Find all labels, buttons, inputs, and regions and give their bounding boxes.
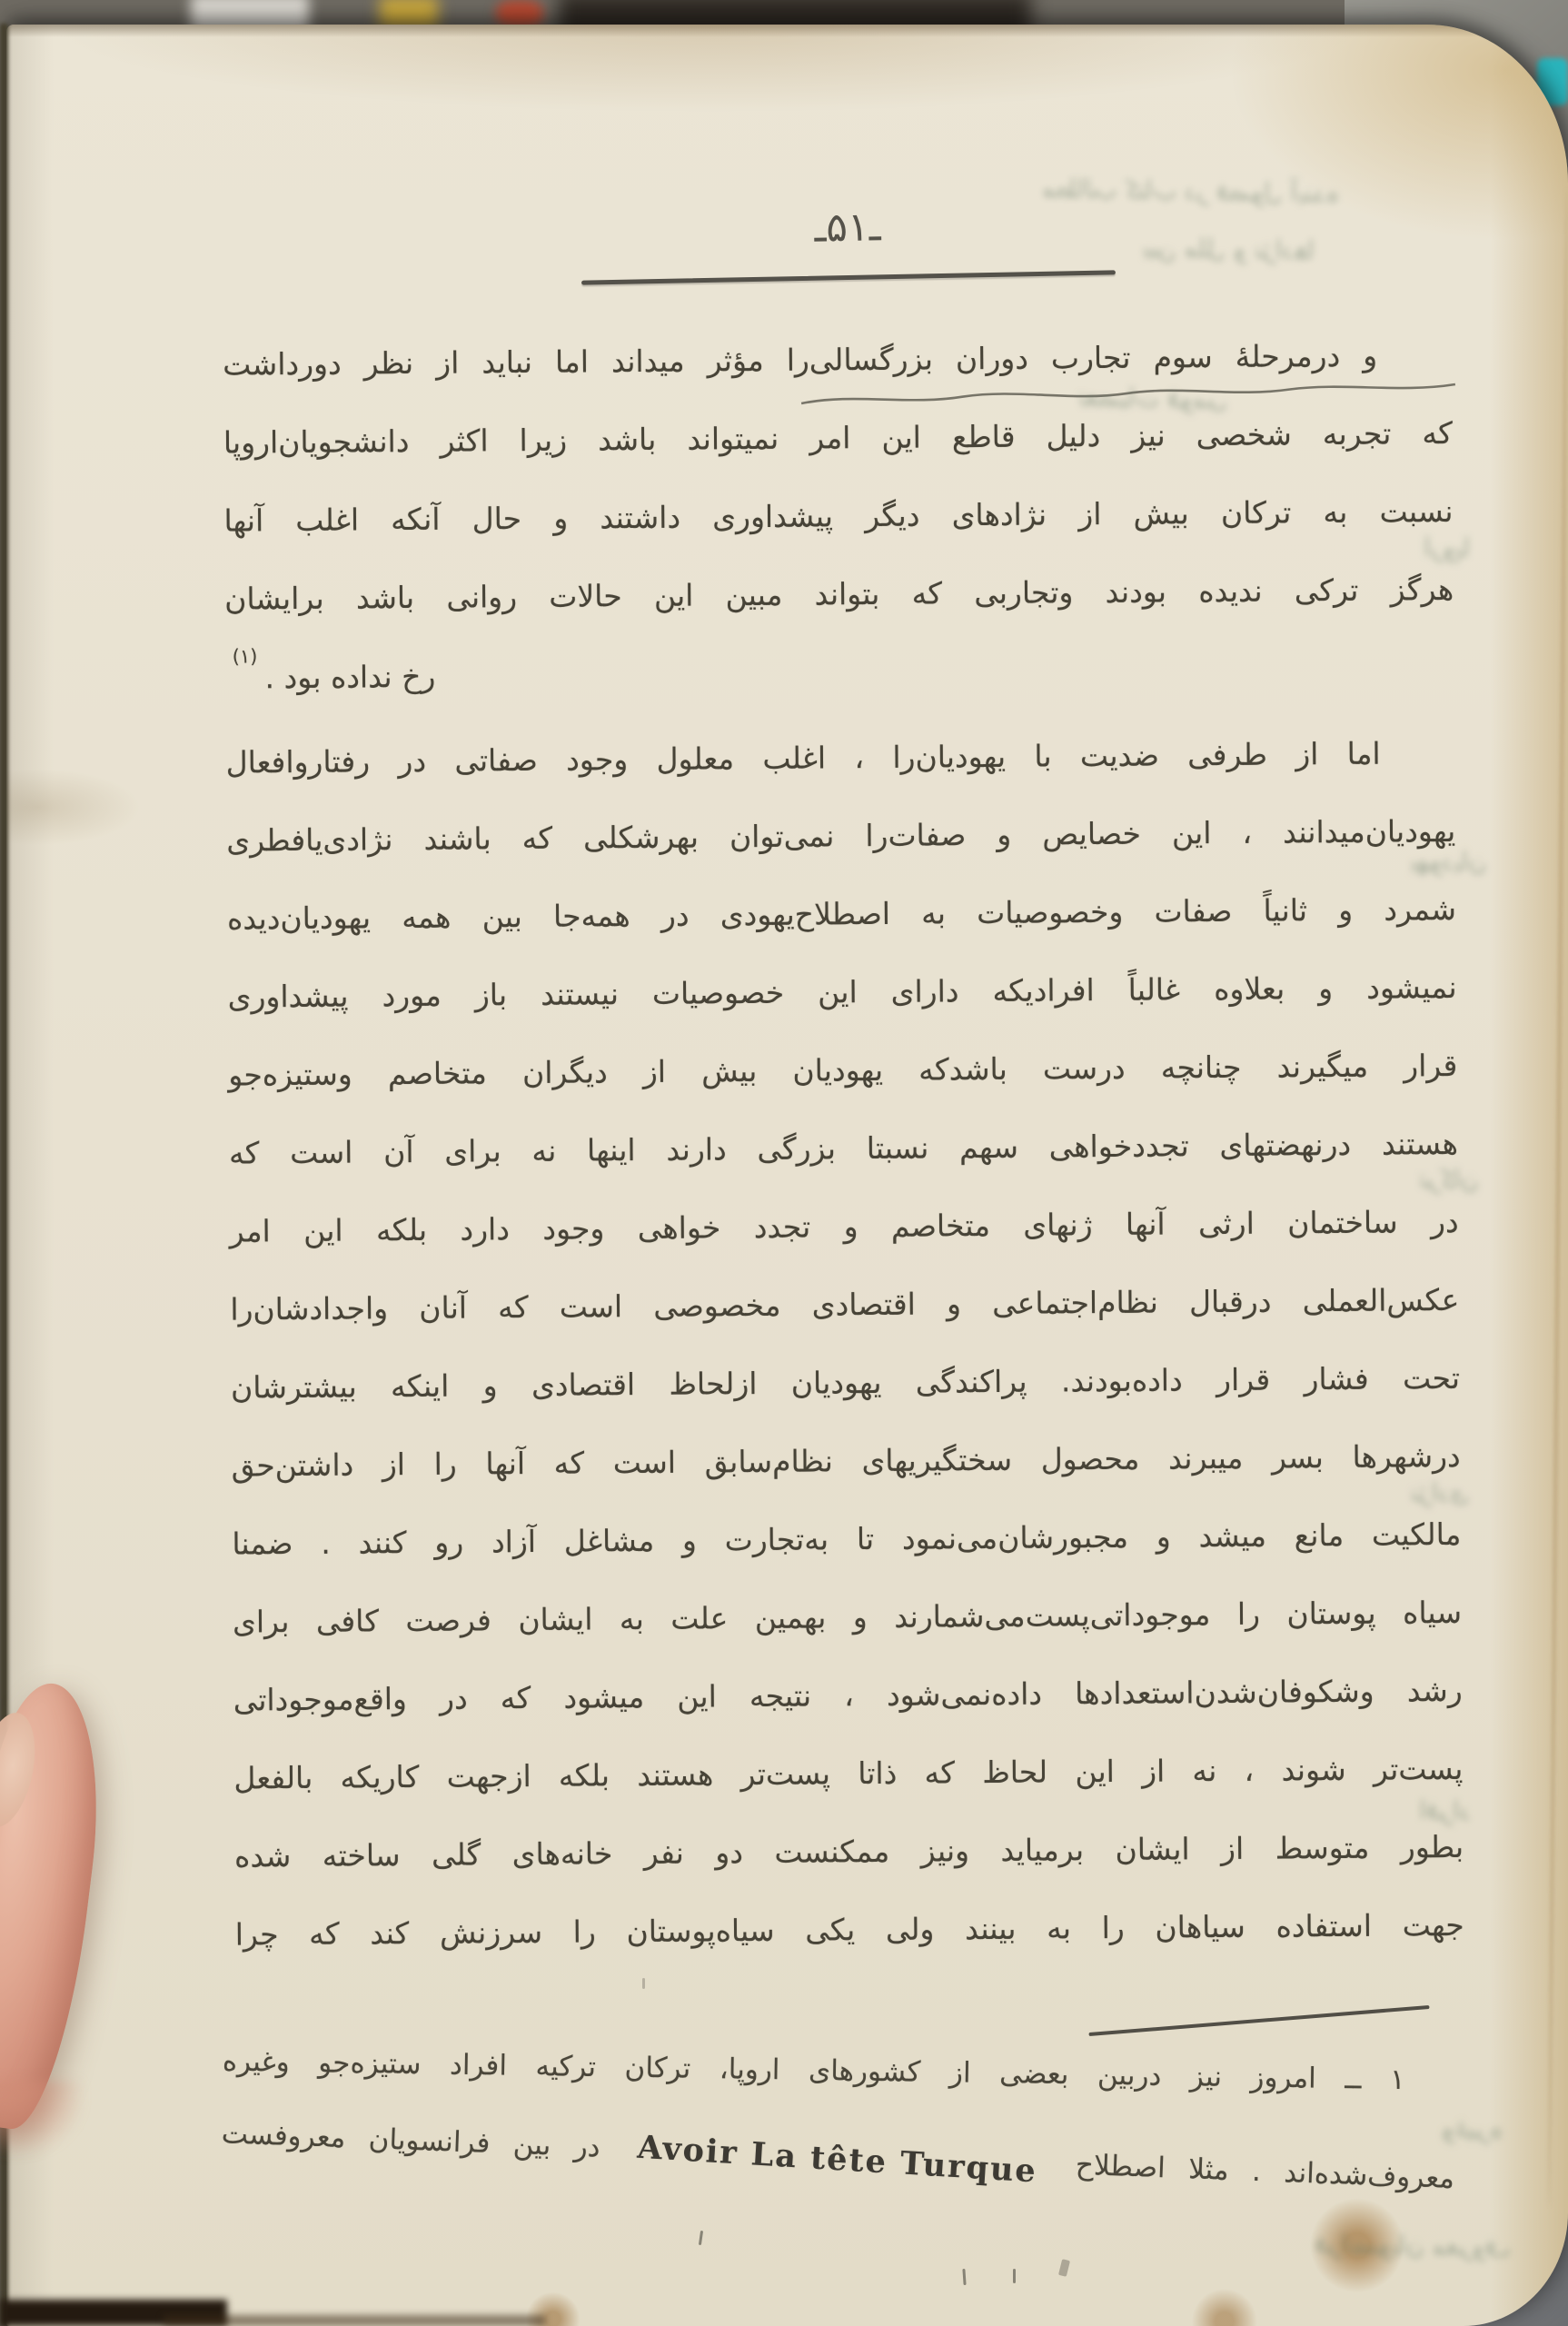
footnote: [221, 2045, 1456, 2196]
ghost-text-line: افراد: [1418, 1794, 1472, 1826]
text-line: یهودیان‌میدانند ، این خصایص و صفات‌را نمی‌توان بهرشکلی که باشند نژادی‌یافطری: [226, 812, 1456, 859]
paper-stain: [1058, 2259, 1070, 2277]
text-line: و درمرحلهٔ سوم تجارب دوران بزرگسالی‌را مؤثر میداند اما نباید از نظر دورداشت: [223, 337, 1378, 383]
footnote-text-start: معروف‌شده‌اند . مثلا اصطلاح: [1075, 2148, 1455, 2195]
paper-speck: [699, 2231, 703, 2245]
french-phrase: Avoir La tête Turque: [636, 2128, 1039, 2191]
ghost-text-line: ترکان: [1418, 1163, 1479, 1195]
text-line: بطور متوسط از ایشان برمیاید ونیز ممکنست دو نفر خانه‌های گلی ساخته شده: [233, 1828, 1464, 1874]
text-line: عکس‌العملی درقبال نظام‌اجتماعی و اقتصادی مخصوصی است که آنان واجدادشان‌را: [230, 1281, 1460, 1327]
paragraph: [225, 736, 1464, 1996]
text-line: هستند درنهضتهای تجددخواهی سهم نسبتا بزرگی دارند اینها نه برای آن است که: [228, 1125, 1459, 1171]
page-number: ـ۵۱ـ: [813, 204, 882, 252]
paper-speck: [962, 2269, 966, 2285]
background-red-object: [496, 0, 543, 27]
text-line: رشد وشکوفان‌شدن‌استعدادها داده‌نمی‌شود ، نتیجه این میشود که در واقع‌موجوداتی: [233, 1672, 1463, 1718]
text-line: شمرد و ثانیاً صفات وخصوصیات به اصطلاح‌یهودی در همه‌جا بین همه یهودیان‌دیده: [226, 890, 1457, 937]
ghost-text-line: بین ملل و نژادها: [1141, 232, 1315, 265]
text-line: که تجربه شخصی نیز دلیل قاطع این امر نمیتواند باشد زیرا اکثر دانشجویان‌اروپا: [223, 414, 1453, 461]
text-line: تحت فشار قرار داده‌بودند. پراکندگی یهودیان ازلحاظ اقتصادی و اینکه بیشترشان: [230, 1359, 1461, 1406]
text-line: رخ نداده بود .$^{(۱)}$: [232, 645, 436, 696]
text-line: هرگز ترکی ندیده بودند وتجاربی که بتواند مبین این حالات روانی باشد برایشان: [224, 571, 1454, 617]
ghost-text-line: نژادی: [1409, 1476, 1470, 1508]
text-line: پست‌تر شوند ، نه از این لحاظ که ذاتا پست‌تر هستند بلکه ازجهت کاریکه بالفعل: [233, 1750, 1464, 1796]
text-line: قرار میگیرند چنانچه درست باشدکه یهودیان بیش از دیگران متخاصم وستیزه‌جو: [228, 1047, 1458, 1093]
footnote-text-end: در بین فرانسویان معروفست: [221, 2117, 601, 2164]
text-line: جهت استفاده سیاهان را به بینند ولی یکی سیاه‌پوستان را سرزنش کند که چرا: [234, 1906, 1464, 1953]
footnote-separator: [1088, 2005, 1429, 2036]
text-line: نسبت به ترکان بیش از نژادهای دیگر پیشداوری داشتند و حال آنکه اغلب آنها: [223, 492, 1454, 539]
header-rule: [581, 270, 1116, 284]
book-page: [6, 25, 1568, 2326]
ghost-text-line: تعصبات قومی: [1077, 382, 1228, 415]
ghost-text-line: وغیره: [1441, 2112, 1503, 2144]
text-line: اما از طرفی ضدیت با یهودیان‌را ، اغلب معلول وجود صفاتی در رفتاروافعال: [225, 735, 1381, 780]
footnote-line-1: ۱ ــ امروز نیز دربین بعضی از کشورهای اروپا، ترکان ترکیه افراد ستیزه‌جو وغیره: [222, 2044, 1406, 2097]
paper-speck: [642, 1978, 645, 1989]
text-line: مالکیت مانع میشد و مجبورشان‌می‌نمود تا به‌تجارت و مشاغل آزاد رو کنند . ضمنا: [232, 1516, 1462, 1562]
text-line: نمیشود و بعلاوه غالباً افرادیکه دارای این خصوصیات نیستند باز مورد پیشداوری: [227, 969, 1457, 1015]
bottom-edge-shadow: [164, 2315, 545, 2326]
thumb-shadow: [0, 2081, 82, 2153]
text-line: در ساختمان ارثی آنها ژنهای متخاصم و تجدد خواهی وجود دارد بلکه این امر: [229, 1203, 1459, 1249]
ghost-text-line: مطالب کتاب در فصول آینده: [1041, 173, 1339, 209]
ghost-text-line: اروپا: [1423, 532, 1471, 563]
ghost-text-line: یهودیان: [1409, 845, 1487, 878]
body-text: [223, 338, 1464, 1996]
paper-speck: [1013, 2269, 1016, 2283]
footnote-reference: (۱): [232, 645, 258, 668]
ghost-text-line: فرانسویان معروف: [1314, 2228, 1512, 2262]
text-line: درشهرها بسر میبرند محصول سختگیریهای نظام‌سابق است که آنها را از داشتن‌حق: [231, 1437, 1461, 1484]
text-line: سیاه پوستان را موجوداتی‌پست‌می‌شمارند و بهمین علت به ایشان فرصت کافی برای: [232, 1594, 1463, 1640]
